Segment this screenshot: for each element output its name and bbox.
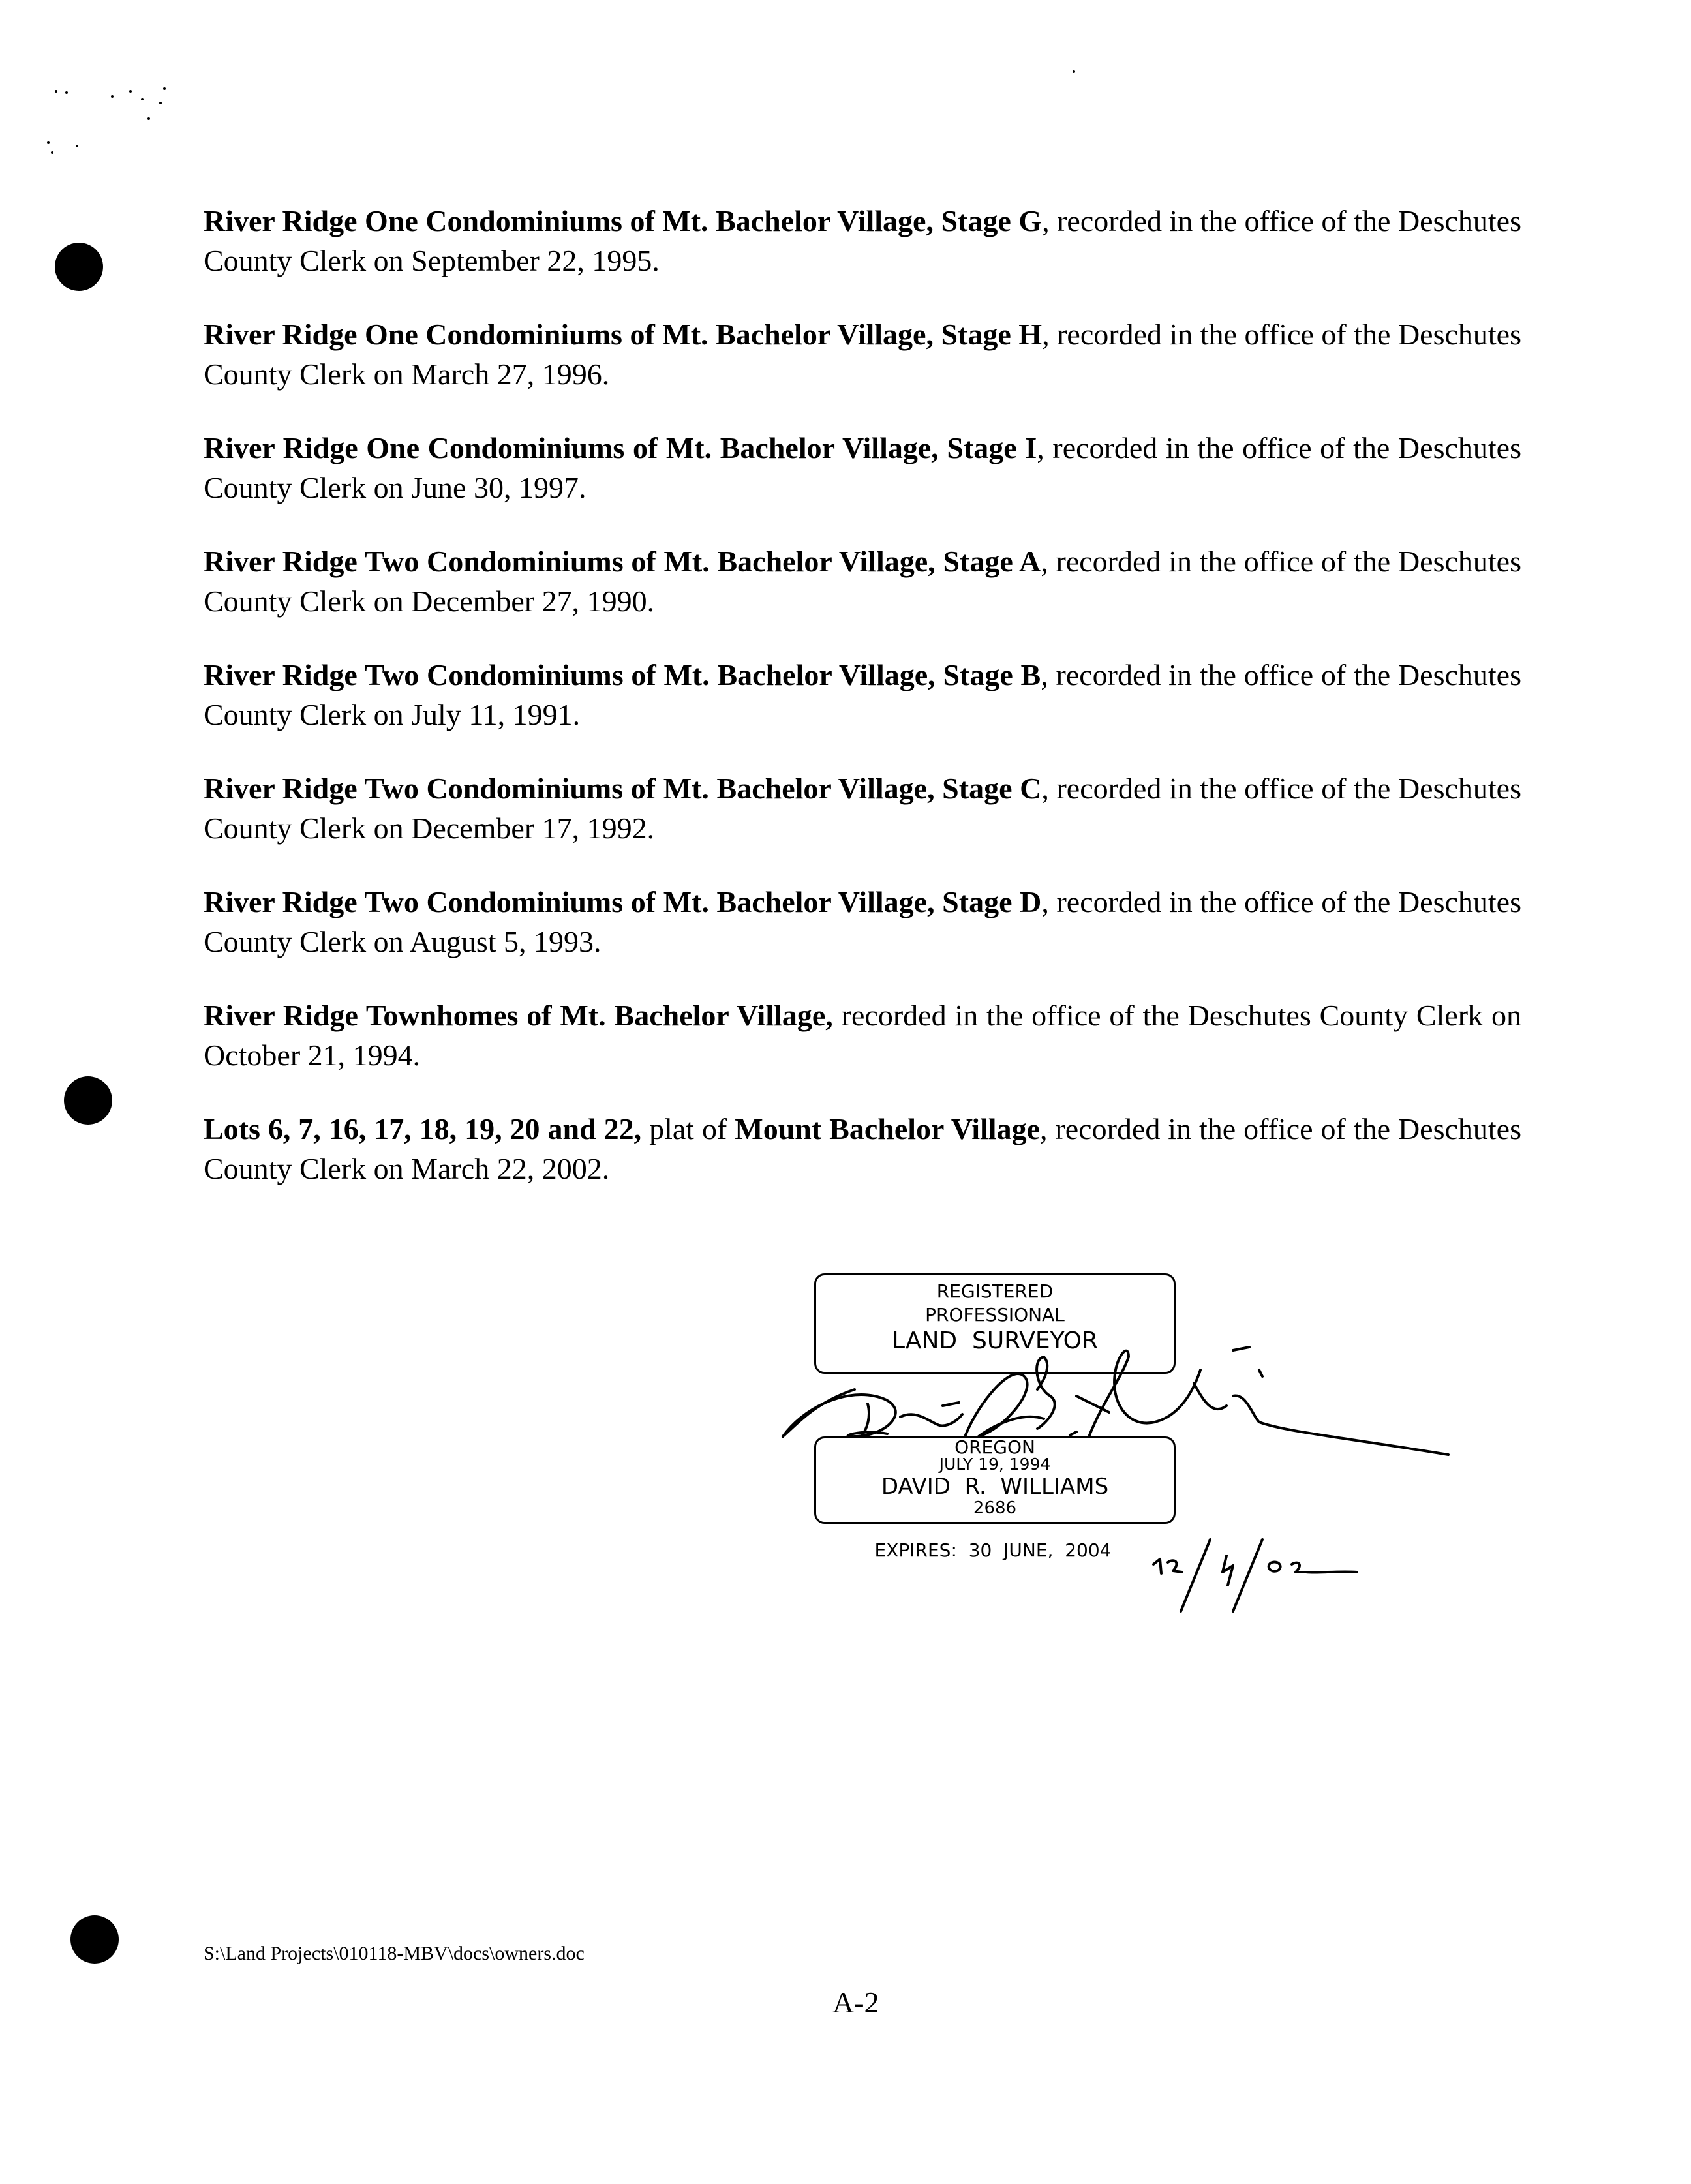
scan-speck bbox=[65, 91, 68, 94]
scan-speck bbox=[76, 145, 78, 147]
surveyor-stamp bbox=[763, 1266, 1455, 1631]
list-item bbox=[204, 768, 1521, 848]
list-item bbox=[204, 995, 1521, 1075]
list-item bbox=[204, 541, 1521, 621]
stamp-date: JULY 19, 1994 bbox=[939, 1455, 1051, 1474]
entry-text: , recorded in the office of the Deschutes County Clerk on July 11, 1991. bbox=[204, 658, 1521, 731]
punch-hole-top bbox=[55, 243, 103, 291]
list-item bbox=[204, 882, 1521, 962]
page-number: A-2 bbox=[832, 1986, 879, 2019]
scan-speck bbox=[141, 98, 144, 100]
stamp-surveyor-name: DAVID R. WILLIAMS bbox=[881, 1474, 1109, 1500]
scan-speck bbox=[163, 87, 166, 90]
scan-speck bbox=[111, 95, 114, 98]
stamp-expiration: EXPIRES: 30 JUNE, 2004 bbox=[874, 1539, 1112, 1561]
scan-speck bbox=[129, 90, 132, 93]
handwritten-date-icon bbox=[1142, 1526, 1363, 1618]
scan-speck bbox=[159, 102, 162, 104]
list-item bbox=[204, 428, 1521, 508]
entry-text: , recorded in the office of the Deschutes County Clerk on December 27, 1990. bbox=[204, 545, 1521, 618]
list-item bbox=[204, 314, 1521, 394]
entry-title: River Ridge Two Condominiums of Mt. Bachelor Village, Stage C bbox=[204, 772, 1042, 805]
entry-text: , recorded in the office of the Deschutes County Clerk on June 30, 1997. bbox=[204, 431, 1521, 504]
list-item-lots bbox=[204, 1109, 1521, 1189]
punch-hole-bottom bbox=[70, 1915, 119, 1964]
entry-text: , recorded in the office of the Deschutes County Clerk on September 22, 1995. bbox=[204, 204, 1521, 277]
entry-title: River Ridge One Condominiums of Mt. Bachelor Village, Stage G bbox=[204, 204, 1043, 237]
punch-hole-middle bbox=[64, 1076, 112, 1125]
entry-title: River Ridge Two Condominiums of Mt. Bachelor Village, Stage B bbox=[204, 658, 1041, 691]
entry-title: River Ridge One Condominiums of Mt. Bachelor Village, Stage I bbox=[204, 431, 1037, 464]
list-item bbox=[204, 201, 1521, 281]
lots-text: plat of bbox=[641, 1112, 735, 1145]
plat-name: Mount Bachelor Village bbox=[735, 1112, 1040, 1145]
list-item bbox=[204, 655, 1521, 735]
stamp-license-number: 2686 bbox=[973, 1498, 1017, 1518]
file-path: S:\Land Projects\010118-MBV\docs\owners.doc bbox=[204, 1943, 585, 1964]
scan-speck bbox=[147, 117, 150, 120]
entry-title: River Ridge One Condominiums of Mt. Bachelor Village, Stage H bbox=[204, 318, 1043, 351]
entry-title: River Ridge Two Condominiums of Mt. Bachelor Village, Stage A bbox=[204, 545, 1041, 578]
entry-title: River Ridge Townhomes of Mt. Bachelor Village, bbox=[204, 999, 833, 1032]
stamp-professional: PROFESSIONAL bbox=[925, 1304, 1065, 1326]
stamp-state: OREGON bbox=[954, 1436, 1035, 1458]
lots-title: Lots 6, 7, 16, 17, 18, 19, 20 and 22, bbox=[204, 1112, 642, 1145]
stamp-registered: REGISTERED bbox=[936, 1281, 1054, 1302]
entry-title: River Ridge Two Condominiums of Mt. Bachelor Village, Stage D bbox=[204, 885, 1042, 918]
lots-recorded-text: , recorded in the office of the Deschutes County Clerk on March 22, 2002. bbox=[204, 1112, 1522, 1185]
entry-text: recorded in the office of the Deschutes County Clerk on October 21, 1994. bbox=[204, 999, 1521, 1072]
entry-text: , recorded in the office of the Deschutes County Clerk on August 5, 1993. bbox=[204, 885, 1521, 958]
scan-speck bbox=[47, 141, 50, 144]
entry-text: , recorded in the office of the Deschutes County Clerk on December 17, 1992. bbox=[204, 772, 1521, 845]
scan-speck bbox=[55, 90, 57, 93]
scan-speck bbox=[1073, 70, 1075, 73]
scan-speck bbox=[51, 151, 53, 154]
stamp-land-surveyor: LAND SURVEYOR bbox=[891, 1327, 1099, 1354]
entries-list bbox=[204, 201, 1521, 1222]
entry-text: , recorded in the office of the Deschutes County Clerk on March 27, 1996. bbox=[204, 318, 1521, 391]
